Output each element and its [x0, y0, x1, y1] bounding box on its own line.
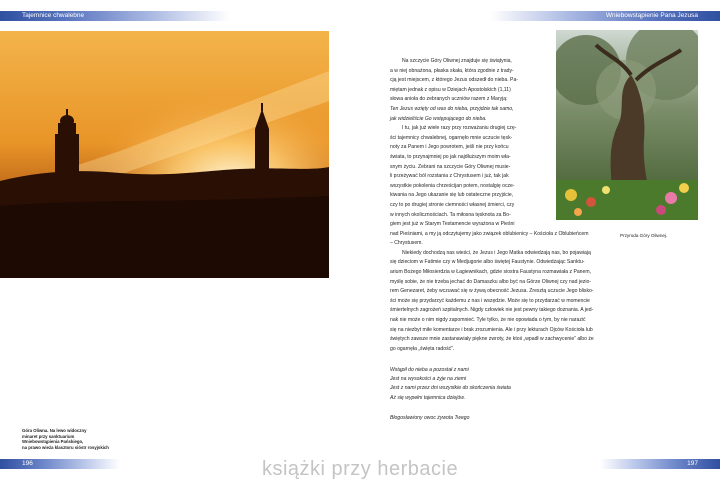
mystery-title: Wniebowstąpienie Pana Jezusa: [605, 12, 698, 19]
body-text: [390, 57, 594, 354]
body-line: świętych zawsze mnie zastanawiały piękne zwroty, że ktoś „wpadł w zachwycenie” albo że: [390, 336, 594, 343]
blessing-line: Błogosławiony owoc żywota Twego: [390, 415, 470, 421]
body-line: w innych okolicznościach. Ta miłosna tęsknota za Bo-: [390, 211, 511, 218]
caption-line: Góra Oliwna. Na lewo widoczny: [22, 428, 87, 433]
page-number-right: 197: [687, 460, 698, 467]
body-line: rem Genezaret, żeby wczuwać się w żywą obecność Jezusa. Zresztą uczucie Jego blisko-: [390, 288, 594, 295]
left-photo-caption: [22, 428, 132, 450]
poem-line: Aż się wypełni tajemnica dziejów.: [390, 394, 466, 401]
poem-line: Jest z nami przez dni wszystkie do skończenia świata: [390, 385, 511, 392]
body-line: świata, to przynajmniej po jak najdłuższym moim wła-: [390, 153, 511, 160]
body-line: nad Pieśniami, a my ją odczytujemy jako związek oblubienicy – Kościoła z Oblubieńcem: [390, 230, 589, 237]
caption-line: minaret przy sanktuarium: [22, 433, 75, 439]
body-line: cją jest miejscem, z którego Jezus odszedł do nieba. Pa-: [390, 77, 518, 84]
olive-garden-photo: [556, 30, 698, 220]
body-line: – Chrystusem.: [390, 240, 423, 247]
mount-of-olives-sunset-photo: [0, 31, 329, 278]
body-line: I tu, jak już wiele razy przy rozważaniu drugiej czę-: [402, 125, 517, 132]
body-line: arium Bożego Miłosierdzia w Łagiewnikach, gdzie siostra Faustyna rozmawiała z Panem,: [390, 269, 592, 276]
right-photo-caption: Przyroda Góry Oliwnej.: [620, 233, 668, 238]
body-line: go ogarnęła „święta radość”.: [390, 345, 455, 352]
body-line: Ten Jezus wzięty od was do nieba, przyjdzie tak samo,: [390, 105, 514, 112]
section-title: Tajemnice chwalebne: [22, 12, 85, 19]
body-line: li przeżywać ból rozstania z Chrystusem i już, tak jak: [390, 173, 509, 180]
body-line: się dzieciom w Fatimie czy w Medjugorie albo świętej Faustynie. Odwiedzając Sanktu-: [390, 259, 585, 266]
header-right-band: [490, 11, 720, 21]
body-line: się na niezbyt miłe komentarze i brak zrozumienia. Ale i przy lekturach Ojców Kościoła lub: [390, 326, 593, 333]
body-line: nak nie może o nim nigdy zapomnieć. Tyle tylko, że nie opowiada o tym, by nie narazić: [390, 317, 586, 324]
body-line: słowa anioła do zebranych uczniów razem z Maryją:: [390, 96, 508, 103]
poem: [390, 366, 511, 403]
body-line: kiwania na Jego ukazanie się lub ostateczne przyjście,: [390, 192, 514, 199]
caption-line: Wniebowstąpienia Pańskiego,: [22, 439, 84, 445]
body-line: noty za Panem i Jego powrotem, jeśli nie przy końcu: [390, 144, 509, 151]
header-left-band: [0, 11, 230, 21]
body-line: czy to po drugiej stronie ciemności własnej śmierci, czy: [390, 201, 515, 208]
body-line: wszystkie pokolenia chrześcijan potem, nostalgię ocze-: [390, 182, 515, 189]
body-line: myślę sobie, że nie trzeba jechać do Damaszku albo być na Górze Oliwnej czy nad jezio-: [390, 278, 592, 285]
body-line: ści może się przydarzyć każdemu z nas i wszędzie. Może się to przydarzać w momencie: [390, 297, 590, 304]
body-line: jak widzieliście Go wstępującego do nieba.: [390, 115, 487, 122]
poem-line: Jest na wysokości a żyje na ziemi: [390, 376, 467, 383]
watermark: książki przy herbacie: [261, 458, 459, 480]
body-line: śmiertelnych zagrożeń szpitalnych. Nigdy człowiek nie jest pewny takiego doznania. A jed-: [390, 307, 594, 314]
body-line: Na szczycie Góry Oliwnej znajduje się świątynia,: [402, 58, 512, 64]
body-line: a w niej obnażona, płaska skała, która zgodnie z trady-: [390, 67, 514, 74]
page-number-left: 196: [22, 460, 33, 467]
body-line: miętam jednak z opisu w Dziejach Apostolskich (1,11): [390, 86, 511, 93]
body-line: Niekiedy dochodzą nas wieści, że Jezus i Jego Matka odwiedzają nas, bo pojawiają: [402, 249, 591, 256]
caption-line: na prawo wieża klasztoru sióstr rosyjskich: [22, 444, 109, 450]
body-line: ści tajemnicy chwalebnej, ogarnęło mnie uczucie tęsk-: [390, 134, 513, 141]
poem-line: Wstąpił do nieba a pozostał z nami: [390, 367, 469, 373]
body-line: giem jest już w Starym Testamencie wyrażona w Pieśni: [390, 221, 515, 228]
body-line: snym życiu. Zebrani na szczycie Góry Oliwnej musie-: [390, 163, 511, 170]
